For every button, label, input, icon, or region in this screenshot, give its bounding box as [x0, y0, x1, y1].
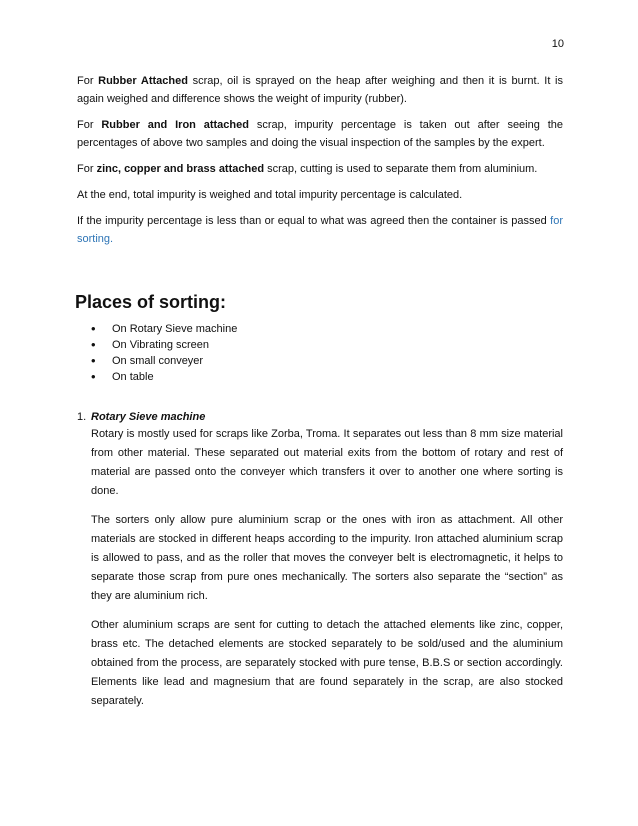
intro-paragraph-rubber [77, 72, 563, 108]
intro-p2-bold: Rubber and Iron attached [101, 119, 249, 131]
intro-p3-prefix: For [77, 163, 97, 175]
list-item: • On table [77, 369, 563, 385]
section-paragraph: Other aluminium scraps are sent for cutting to detach the attached elements like zinc, copper, brass etc. The detached elements are stocked separately to be sold/used and the aluminium obtained from the process, are separately stocked with pure tense, B.B.S or section accordingly. Elements like lead and magnesium that are found separately in the scrap, are also stocked separately. [91, 619, 563, 707]
intro-paragraph-passed [77, 212, 563, 248]
list-item: • On Rotary Sieve machine [77, 321, 563, 337]
for-sorting-link[interactable]: for sorting. [77, 215, 563, 245]
intro-p3-text: scrap, cutting is used to separate them from aluminium. [264, 163, 538, 175]
intro-p5-text: If the impurity percentage is less than or equal to what was agreed then the container is passed [77, 215, 551, 227]
intro-p1-prefix: For [77, 75, 99, 87]
intro-p3-bold: zinc, copper and brass attached [96, 163, 265, 175]
intro-p1-bold: Rubber Attached [98, 75, 188, 87]
intro-p1-text: scrap, oil is sprayed on the heap after weighing and then it is burnt. It is again weighed and difference shows the weight of impurity (rubber). [77, 75, 563, 105]
places-heading: Places of sorting: [75, 292, 227, 312]
intro-paragraph-total: At the end, total impurity is weighed and total impurity percentage is calculated. [77, 189, 463, 201]
list-item: • On Vibrating screen [77, 337, 563, 353]
intro-paragraph-rubber-iron [77, 116, 563, 152]
section-paragraph: Rotary is mostly used for scraps like Zorba, Troma. It separates out less than 8 mm size material from other material. These separated out material exits from the bottom of rotary and rest of material are passed onto the conveyer which transfers it over to another one where sorting is done. [91, 428, 563, 497]
intro-p2-prefix: For [77, 119, 102, 131]
section-number: 1. [77, 411, 87, 423]
intro-paragraph-zinc [77, 160, 563, 178]
intro-p2-text: scrap, impurity percentage is taken out after seeing the percentages of above two samples and doing the visual inspection of the samples by the expert. [77, 119, 563, 149]
list-item: • On small conveyer [77, 353, 563, 369]
section-body [77, 425, 563, 711]
section-paragraph: The sorters only allow pure aluminium scrap or the ones with iron as attachment. All other materials are stocked in different heaps according to the impurity. Iron attached aluminium scrap is allowed to pass, and as the roller that moves the conveyer belt is electromagnetic, it helps to separate those scrap from pure ones mechanically. The sorters also separate the “section” as they are aluminium rich. [91, 514, 563, 602]
page-number: 10 [551, 38, 564, 50]
section-title-text: Rotary Sieve machine [91, 411, 206, 423]
section-title [77, 409, 563, 425]
document-body [77, 72, 563, 721]
places-list [77, 321, 563, 385]
